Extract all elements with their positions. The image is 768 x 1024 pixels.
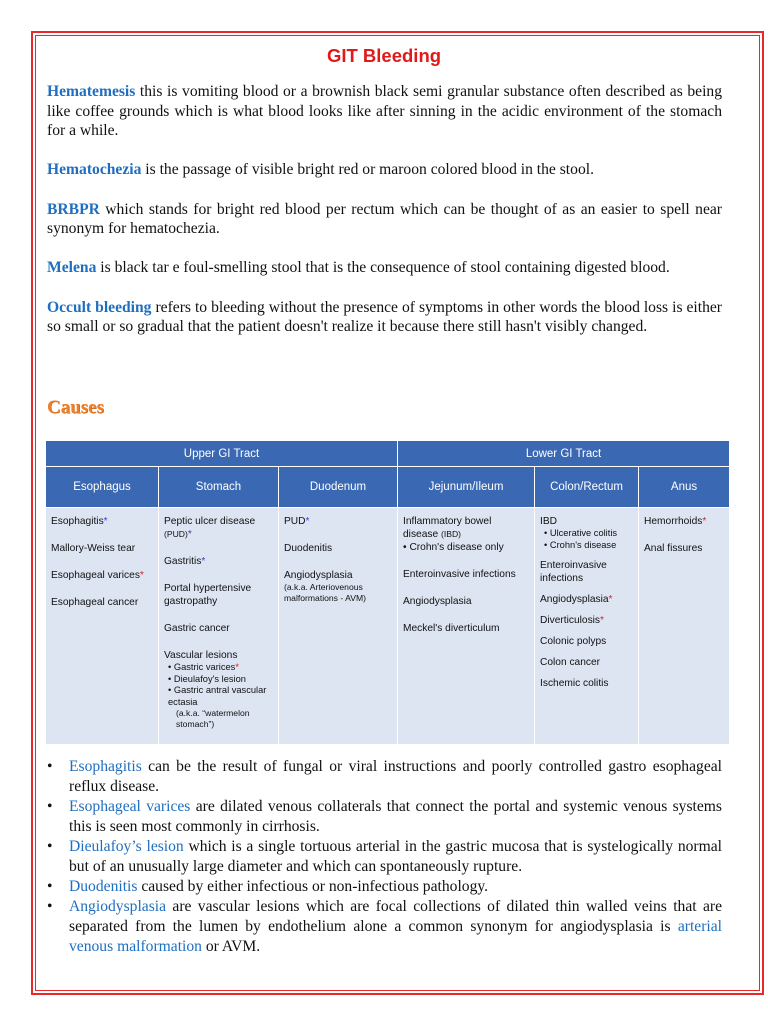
cell-item: Angiodysplasia (403, 596, 472, 607)
list-item (47, 877, 722, 897)
cause-angiodysplasia: Angiodysplasia (540, 594, 609, 605)
definition-text: which stands for bright red blood per rectum which can be thought of as an easier to spell near synonym for hematochezia. (47, 200, 722, 238)
column-header-colon-rectum: Colon/Rectum (535, 467, 639, 508)
bullet-glyph: • (403, 542, 407, 553)
cell-item: Ischemic colitis (540, 678, 609, 689)
list-term: Esophagitis (69, 758, 142, 775)
page-title: GIT Bleeding (326, 45, 442, 66)
cause-ibd-abbr: (IBD) (440, 529, 462, 539)
lower-gi-header: Lower GI Tract (398, 441, 730, 467)
cause-ulcerative-colitis: Ulcerative colitis (549, 528, 618, 538)
sub-item (164, 685, 274, 708)
list-item (47, 797, 722, 837)
asterisk-marker: * (187, 529, 192, 540)
cell-item: Enteroinvasive infections (403, 569, 516, 580)
list-text: can be the result of fungal or viral instructions and poorly controlled gastro esophageal reflux disease. (69, 758, 722, 795)
list-term: Esophageal varices (69, 798, 191, 815)
cell-colon-rectum (535, 508, 639, 745)
cell-item: Colonic polyps (540, 636, 607, 647)
cell-item (540, 614, 634, 627)
list-text: are vascular lesions which are focal collections of dilated thin walled veins that are separated from the lumen by endothelium alone a common synonym for angiodysplasia is (69, 898, 722, 935)
bullet-glyph: • (168, 685, 172, 695)
cause-ibd: disease (403, 529, 439, 540)
cause-crohns: Crohn's disease (549, 539, 617, 550)
cell-stomach (159, 508, 279, 745)
cell-item (51, 515, 154, 528)
asterisk-marker: * (103, 516, 108, 527)
definition-text: this is vomiting blood or a brownish black semi granular substance often described as being like coffee grounds which is what blood looks like after sinning in the acidic environment of the stomach for a while. (47, 83, 722, 140)
definition-term: Hematochezia (47, 161, 142, 179)
explanation-list (47, 757, 722, 957)
asterisk-marker: * (608, 594, 613, 605)
cause-pud: Peptic ulcer disease (164, 516, 256, 527)
asterisk-marker: * (139, 570, 144, 581)
definitions-section (47, 82, 722, 356)
bullet-glyph: • (47, 898, 53, 915)
cell-item: Enteroinvasive infections (540, 560, 607, 584)
cell-item (51, 569, 154, 582)
cause-esophagitis: Esophagitis (51, 516, 104, 527)
cell-item: Mallory-Weiss tear (51, 543, 136, 554)
list-term: Dieulafoy’s lesion (69, 838, 184, 855)
cause-pud-abbr: (PUD) (164, 529, 188, 539)
cause-pud: PUD (284, 516, 306, 527)
cell-anus (639, 508, 730, 745)
bullet-glyph: • (47, 878, 53, 895)
cause-gastric-varices: Gastric varices (173, 662, 236, 672)
cause-gave: Gastric antral vascular ectasia (168, 685, 267, 707)
definition-melena (47, 258, 722, 278)
definition-text: is black tar e foul-smelling stool that is the consequence of stool containing digested blood. (96, 259, 670, 277)
list-term: Duodenitis (69, 878, 138, 895)
bullet-glyph: • (47, 838, 53, 855)
asterisk-marker: * (600, 615, 604, 626)
cell-item: Esophageal cancer (51, 597, 139, 608)
cell-item: Inflammatory bowel (403, 516, 492, 527)
list-text: are dilated venous collaterals that connect the portal and systemic venous systems this is seen most commonly in cirrhosis. (69, 798, 722, 835)
cell-item: IBD (540, 516, 557, 527)
bullet-glyph: • (168, 662, 172, 672)
column-header-esophagus: Esophagus (46, 467, 159, 508)
list-term-secondary: arterial venous malformation (69, 918, 722, 955)
sub-note: (a.k.a. Arteriovenous malformations - AVM) (284, 582, 366, 603)
cell-item (164, 555, 274, 568)
list-item (47, 757, 722, 797)
cell-item (540, 593, 634, 606)
bullet-glyph: • (168, 673, 172, 684)
cause-dieulafoy: Dieulafoy's lesion (173, 673, 246, 684)
definition-hematemesis (47, 82, 722, 141)
cause-hemorrhoids: Hemorrhoids (644, 516, 703, 527)
column-header-jejunum-ileum: Jejunum/Ileum (398, 467, 535, 508)
cell-item: Duodenitis (284, 543, 333, 554)
cell-item: Colon cancer (540, 657, 601, 668)
definition-term: BRBPR (47, 200, 100, 218)
list-text: which is a single tortuous arterial in the gastric mucosa that is systelogically normal but of an unusually large diameter and which can spontaneously rupture. (69, 838, 722, 875)
sub-item (403, 541, 530, 554)
cell-item: Angiodysplasia (284, 570, 353, 581)
cell-item (284, 515, 393, 528)
list-item (47, 897, 722, 957)
asterisk-marker: * (235, 662, 239, 672)
column-header-anus: Anus (639, 467, 730, 508)
cause-crohns: Crohn's disease only (409, 542, 504, 553)
sub-note: (a.k.a. “watermelon stomach”) (176, 708, 250, 729)
definition-brbpr (47, 200, 722, 239)
definition-term: Occult bleeding (47, 298, 152, 316)
bullet-glyph: • (544, 539, 548, 550)
cell-item: Portal hypertensive gastropathy (164, 583, 252, 607)
sub-item (164, 674, 274, 686)
causes-heading: Causes (47, 397, 105, 418)
cell-item (644, 515, 725, 528)
definition-hematochezia (47, 160, 722, 180)
cause-esophageal-varices: Esophageal varices (51, 570, 140, 581)
bullet-glyph: • (47, 798, 53, 815)
cell-item: Gastric cancer (164, 623, 230, 634)
asterisk-marker: * (305, 516, 310, 527)
asterisk-marker: * (702, 516, 707, 527)
cell-item: Vascular lesions (164, 650, 238, 661)
sub-item (540, 528, 634, 540)
column-header-stomach: Stomach (159, 467, 279, 508)
definition-text: is the passage of visible bright red or maroon colored blood in the stool. (141, 161, 594, 179)
cell-jejunum-ileum (398, 508, 535, 745)
definition-term: Hematemesis (47, 83, 136, 100)
definition-text: refers to bleeding without the presence of symptoms in other words the blood loss is either so small or so gradual that the patient doesn't realize it because there still hasn't visibly changed. (47, 298, 722, 336)
list-text: caused by either infectious or non-infectious pathology. (137, 878, 489, 895)
bullet-glyph: • (544, 528, 548, 538)
sub-item (164, 662, 274, 674)
cell-duodenum (279, 508, 398, 745)
definition-occult-bleeding (47, 298, 722, 337)
list-term: Angiodysplasia (69, 898, 167, 915)
cell-esophagus (46, 508, 159, 745)
sub-item (540, 540, 634, 552)
cell-item (403, 528, 530, 541)
definition-term: Melena (47, 259, 97, 277)
cause-diverticulosis: Diverticulosis (540, 615, 601, 626)
cause-gastritis: Gastritis (164, 556, 202, 567)
cell-item: Anal fissures (644, 543, 703, 554)
causes-table (45, 440, 730, 745)
asterisk-marker: * (201, 556, 206, 567)
column-header-duodenum: Duodenum (279, 467, 398, 508)
cell-item (164, 515, 274, 541)
bullet-glyph: • (47, 758, 53, 775)
list-item (47, 837, 722, 877)
list-text-secondary: or AVM. (201, 938, 261, 955)
cell-item: Meckel's diverticulum (403, 623, 500, 634)
upper-gi-header: Upper GI Tract (46, 441, 398, 467)
